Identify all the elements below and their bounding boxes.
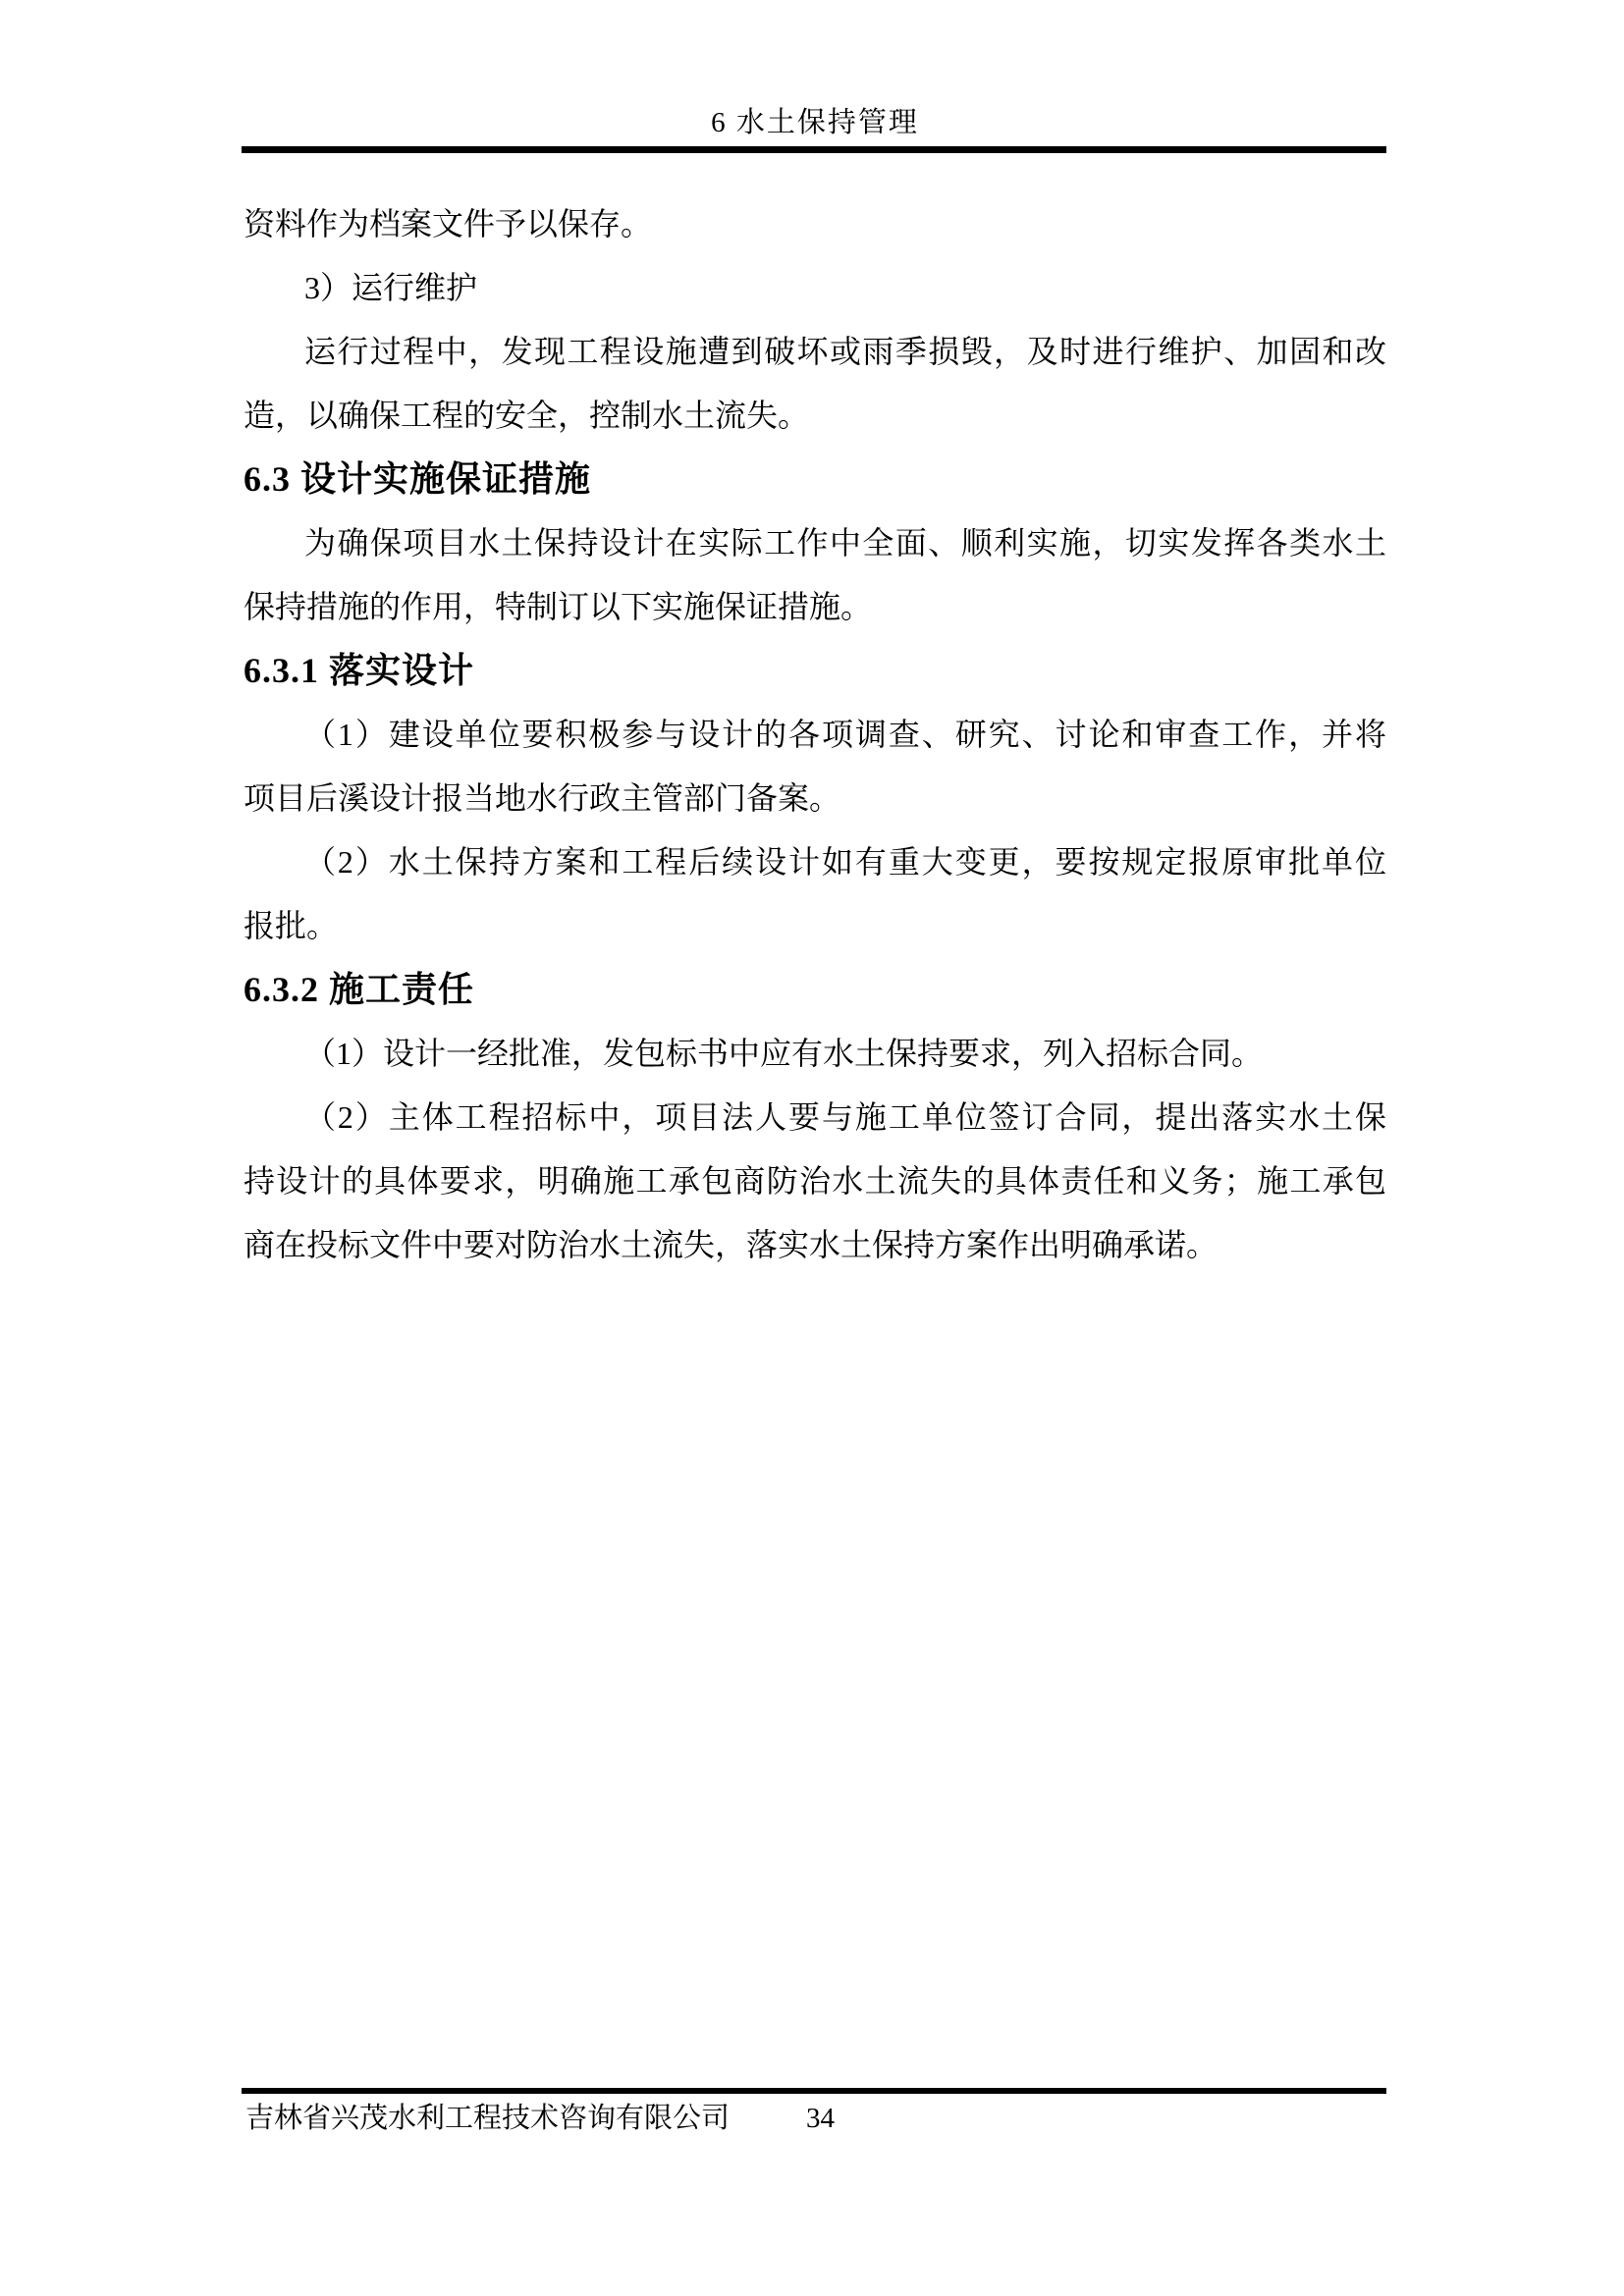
body-line: （1）建设单位要积极参与设计的各项调查、研究、讨论和审查工作，并将 [304,717,1386,752]
body-line: 3）运行维护 [304,270,478,305]
body-line: （1）设计一经批准，发包标书中应有水土保持要求，列入招标合同。 [304,1036,1264,1071]
section-heading: 6.3.2 施工责任 [244,970,475,1009]
body-line: 保持措施的作用，特制订以下实施保证措施。 [244,589,873,624]
section-heading: 6.3 设计实施保证措施 [244,459,592,499]
footer-company-name: 吉林省兴茂水利工程技术咨询有限公司 [245,2103,731,2134]
body-line: 报批。 [244,908,339,943]
body-line: 运行过程中，发现工程设施遭到破坏或雨季损毁，及时进行维护、加固和改 [304,334,1386,369]
header-rule [242,146,1386,153]
footer-rule [242,2088,1386,2094]
body-line: 资料作为档案文件予以保存。 [244,206,653,241]
body-line: 商在投标文件中要对防治水土流失，落实水土保持方案作出明确承诺。 [244,1227,1218,1262]
page-footer [245,2097,1388,2140]
page-number: 34 [806,2103,836,2134]
body-line: 为确保项目水土保持设计在实际工作中全面、顺利实施，切实发挥各类水土 [304,525,1386,561]
section-heading: 6.3.1 落实设计 [244,651,475,690]
body-line: 造，以确保工程的安全，控制水土流失。 [244,398,810,433]
body-line: 项目后溪设计报当地水行政主管部门备案。 [244,780,841,816]
body-line: （2）主体工程招标中，项目法人要与施工单位签订合同，提出落实水土保 [304,1099,1386,1135]
document-body [244,192,1386,1277]
body-line: （2）水土保持方案和工程后续设计如有重大变更，要按规定报原审批单位 [304,844,1386,880]
body-line: 持设计的具体要求，明确施工承包商防治水土流失的具体责任和义务；施工承包 [244,1163,1386,1199]
page-header-title: 6 水土保持管理 [711,107,919,138]
